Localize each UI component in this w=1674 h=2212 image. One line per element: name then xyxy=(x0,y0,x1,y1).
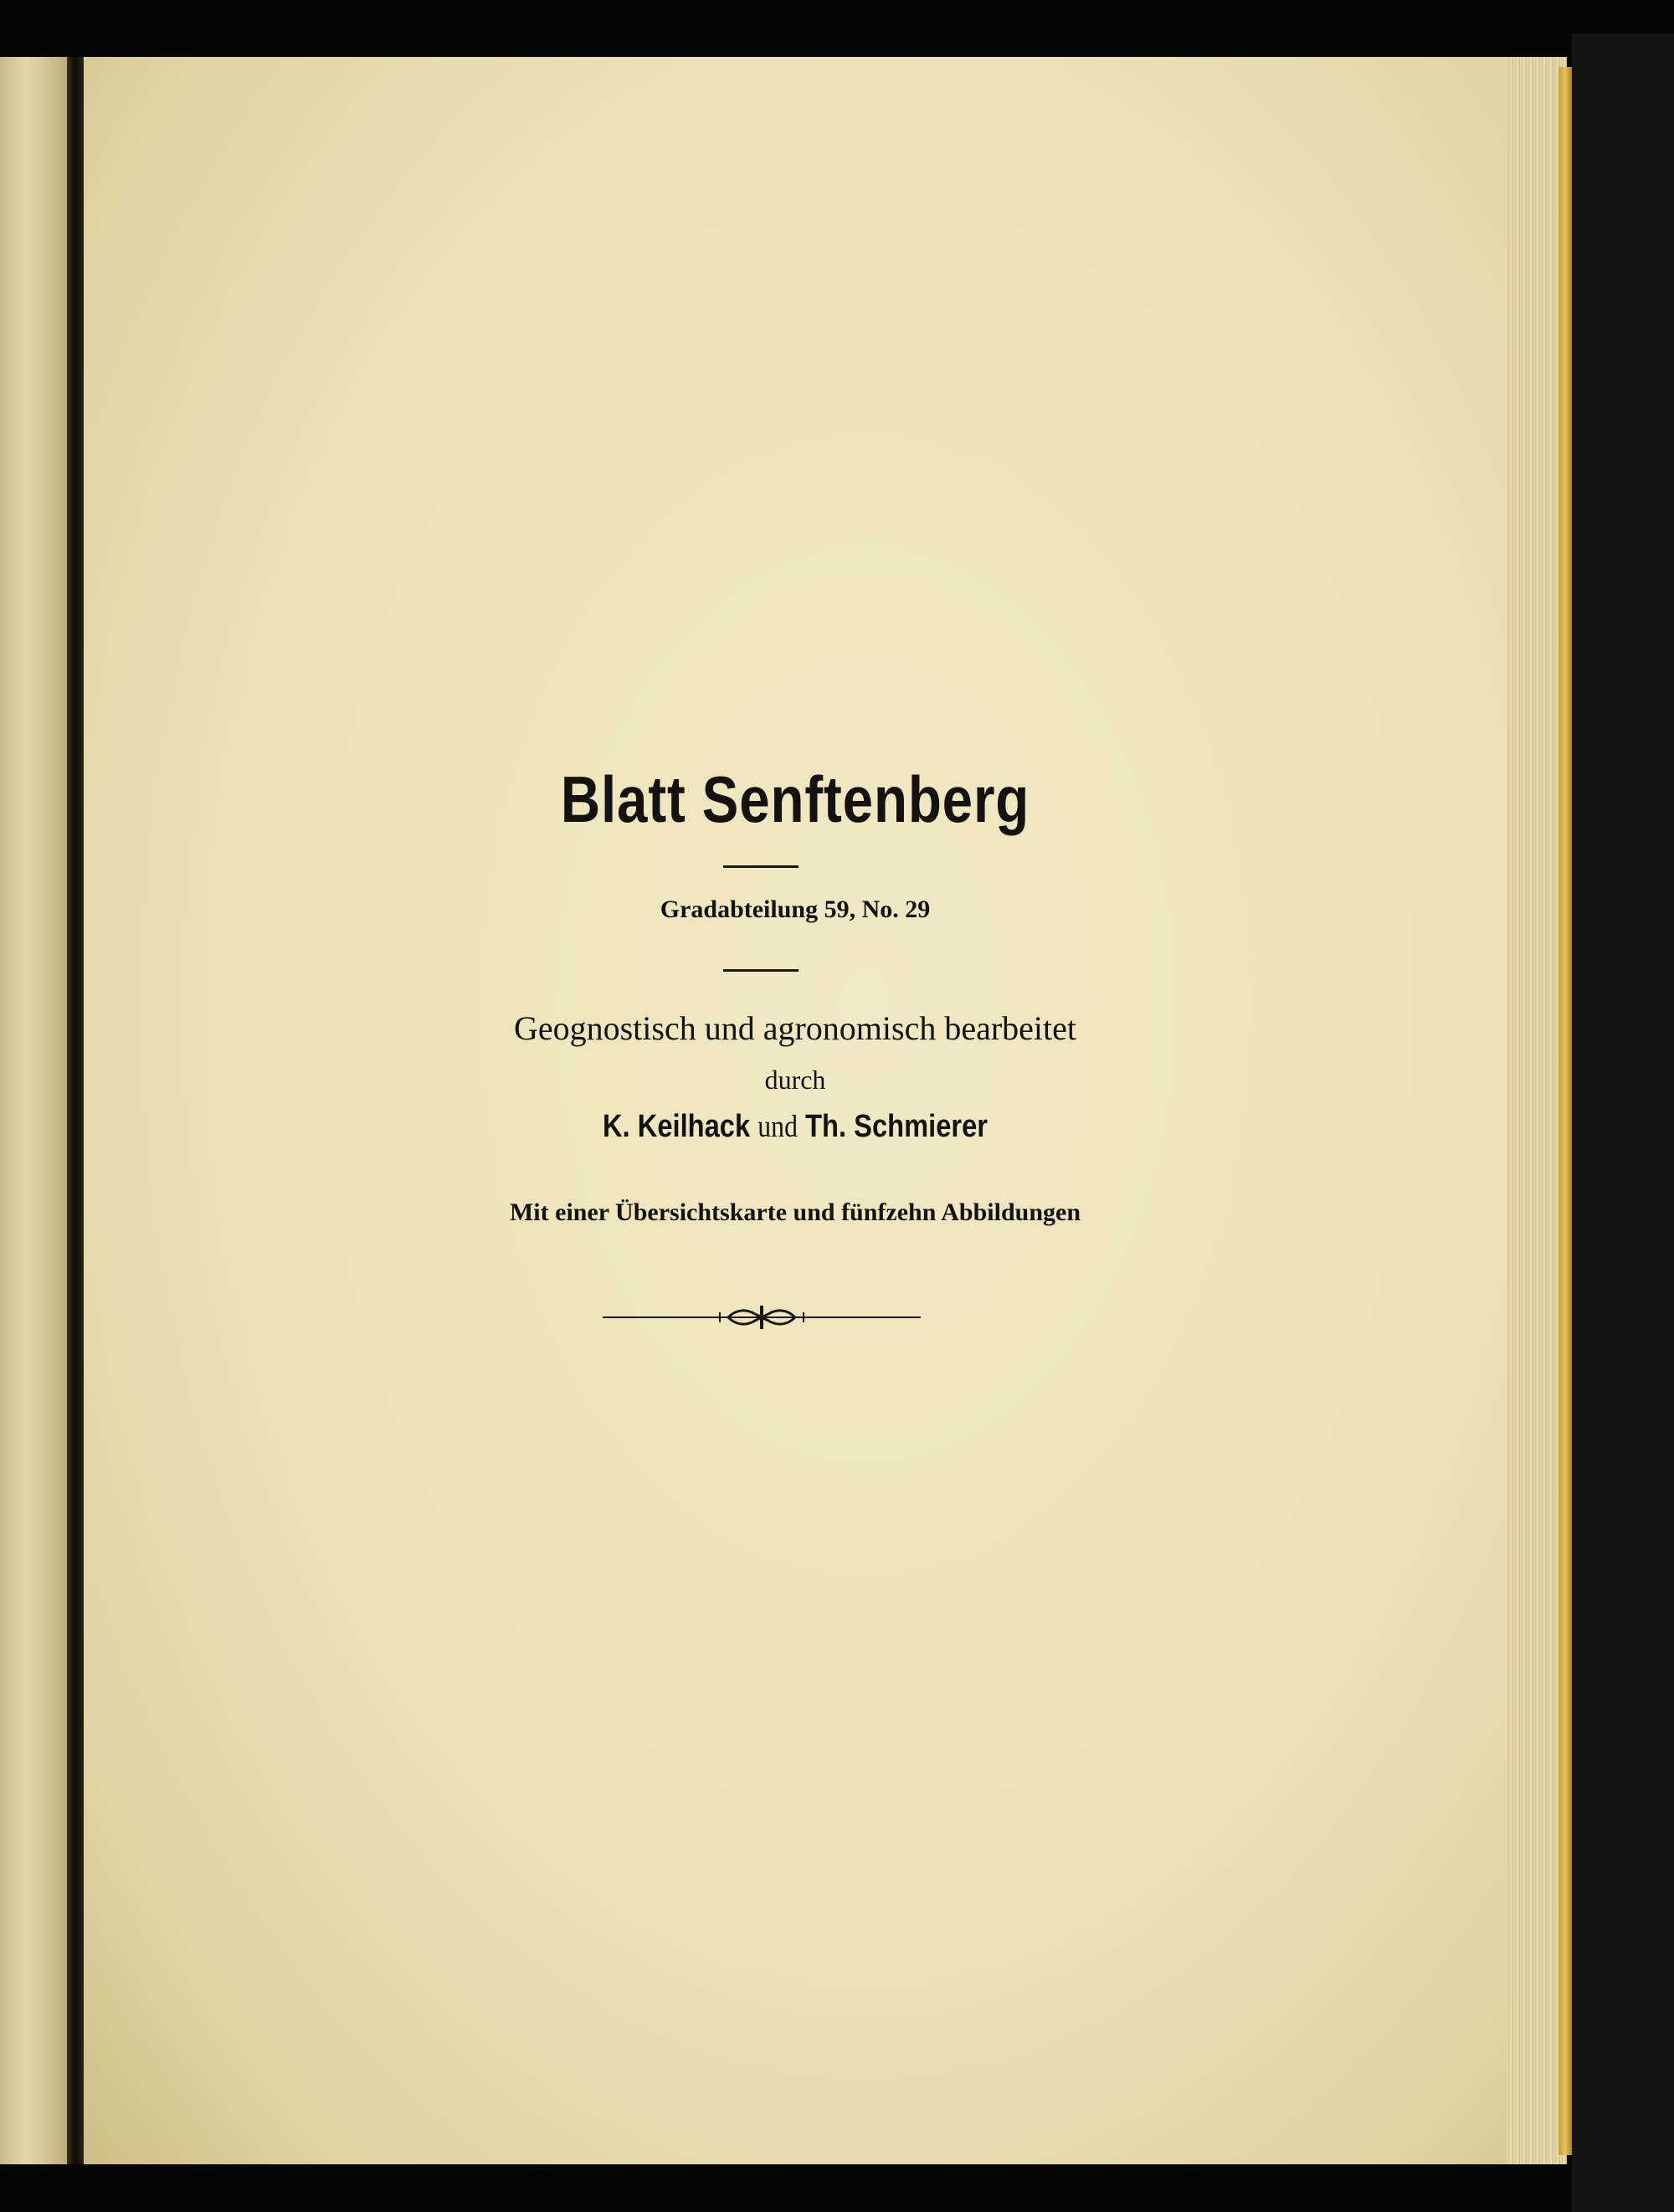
book-cover xyxy=(1572,33,1674,2212)
grid-section-label: Gradabteilung 59, No. 29 xyxy=(660,896,931,923)
processing-statement: Geognostisch und agronomisch bearbeitet xyxy=(513,1009,1077,1047)
divider-rule-top xyxy=(723,865,798,868)
title-page-content xyxy=(84,0,1507,2212)
book-gutter xyxy=(67,57,84,2164)
supplement-note: Mit einer Übersichtskarte und fünfzehn Abbildungen xyxy=(509,1198,1081,1226)
sheet-title: Blatt Senftenberg xyxy=(560,762,1030,836)
by-label: durch xyxy=(764,1065,826,1095)
left-page-edge xyxy=(0,57,67,2164)
divider-rule-bottom xyxy=(723,969,798,972)
and-conjunction: und xyxy=(757,1110,798,1144)
ornamental-divider-icon xyxy=(603,1302,921,1332)
authors-line xyxy=(183,1109,1407,1145)
gilt-page-edge xyxy=(1558,67,1572,2155)
author-schmierer: Th. Schmierer xyxy=(805,1109,988,1144)
author-keilhack: K. Keilhack xyxy=(602,1109,751,1144)
